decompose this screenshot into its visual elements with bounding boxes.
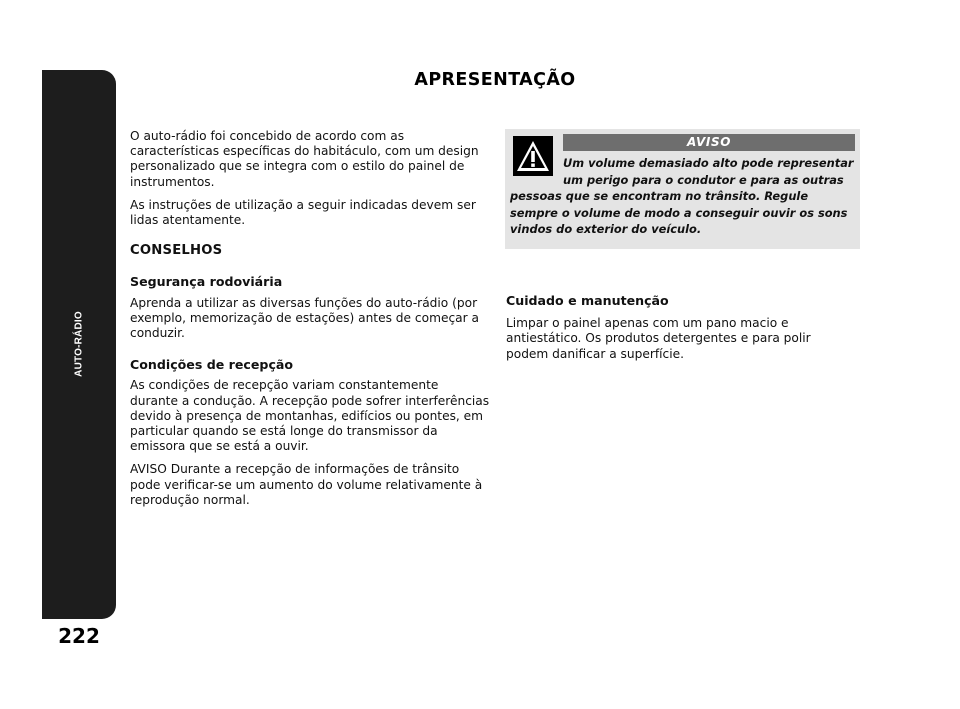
warning-box xyxy=(505,129,860,249)
page-number: 222 xyxy=(58,624,100,648)
care-paragraph: Limpar o painel apenas com um pano macio e antiestático. Os produtos detergentes e para polir podem danificar a superfície. xyxy=(506,316,811,361)
page-title: APRESENTAÇÃO xyxy=(414,70,576,90)
warning-rest: pessoas que se encontram no trânsito. Regule sempre o volume de modo a conseguir ouvir os sons vindos do exterior do veículo. xyxy=(510,189,848,237)
warning-header: AVISO xyxy=(563,134,855,151)
reception-note-paragraph: AVISO Durante a recepção de informações de trânsito pode verificar-se um aumento do volume relativamente à reprodução normal. xyxy=(130,462,483,507)
care-heading: Cuidado e manutenção xyxy=(506,293,669,308)
reception-paragraph: As condições de recepção variam constantemente durante a condução. A recepção pode sofrer interferências devido à presença de montanhas, edifícios ou pontes, em particular quando se está longe do transmissor da emissora que se está a ouvir. xyxy=(130,378,490,454)
reception-heading: Condições de recepção xyxy=(130,357,294,373)
advice-heading: CONSELHOS xyxy=(130,243,223,259)
road-safety-heading: Segurança rodoviária xyxy=(130,274,283,290)
left-column xyxy=(130,129,490,516)
instructions-paragraph: As instruções de utilização a seguir indicadas devem ser lidas atentamente. xyxy=(130,197,476,228)
chapter-label: AUTO-RÁDIO xyxy=(73,311,85,377)
warning-text xyxy=(505,155,856,238)
road-safety-paragraph: Aprenda a utilizar as diversas funções do auto-rádio (por exemplo, memorização de estações) antes de começar a conduzir. xyxy=(130,295,479,341)
warning-line-1: Um volume demasiado alto pode representar xyxy=(563,156,854,170)
warning-line-2: um perigo para o condutor e para as outras xyxy=(563,172,844,187)
intro-paragraph: O auto-rádio foi concebido de acordo com as características específicas do habitáculo, com um design personalizado que se integra com o estilo do painel de instrumentos. xyxy=(130,129,479,189)
right-column xyxy=(506,293,856,362)
